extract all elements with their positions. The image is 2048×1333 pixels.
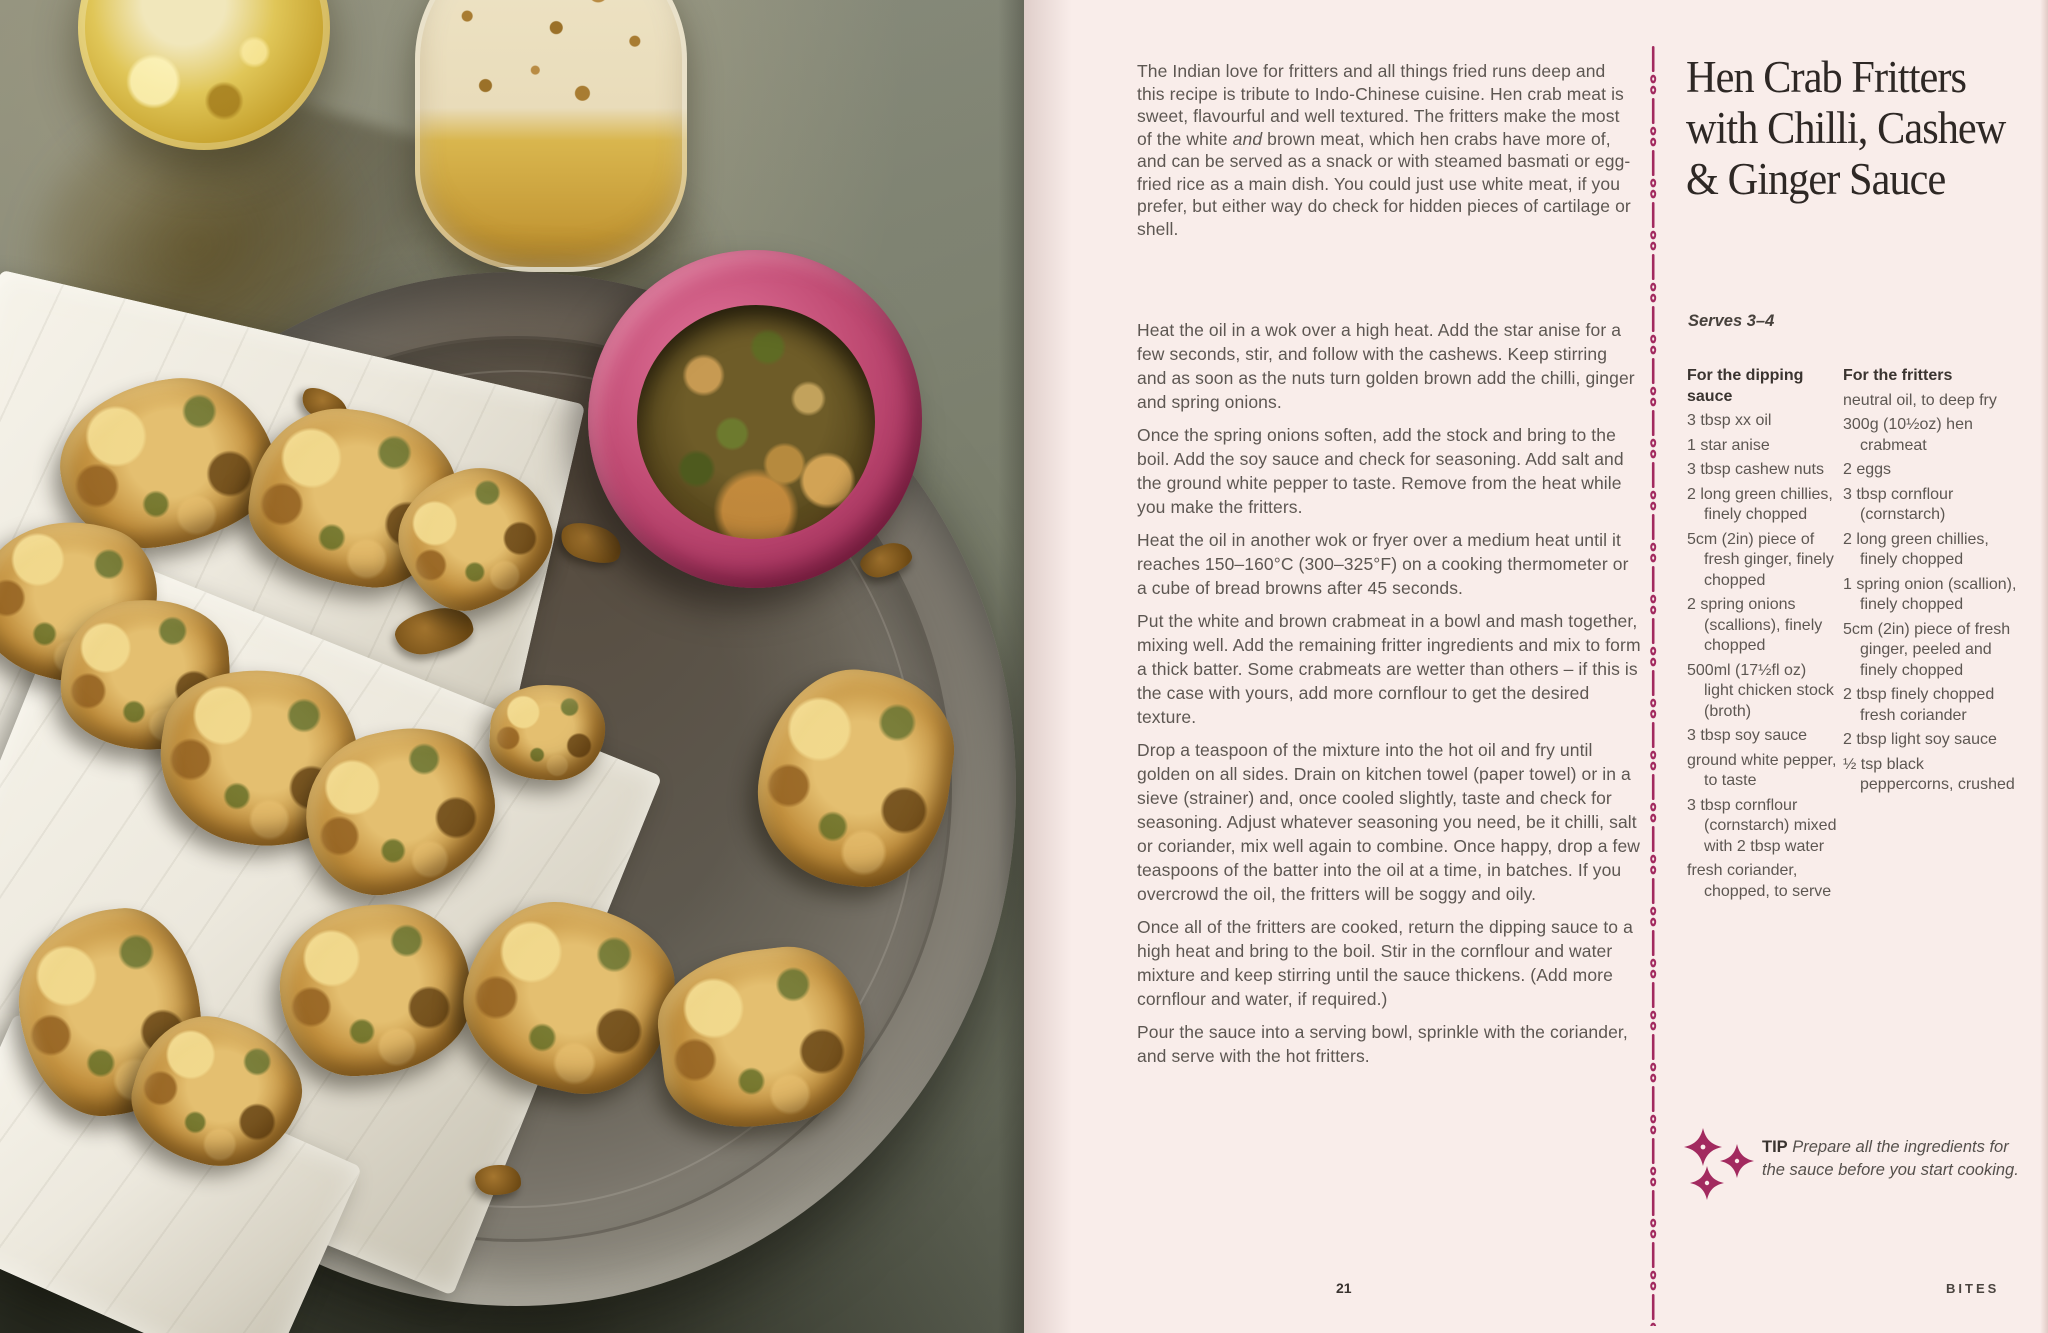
beer-glass <box>415 0 687 272</box>
method-paragraph: Once all of the fritters are cooked, return the dipping sauce to a high heat and bring to the boil. Stir in the cornflour and water mixture and keep stirring until the sauce thickens. (Add more cornflour and water, if required.) <box>1137 917 1633 1009</box>
method-paragraph: Heat the oil in another wok or fryer over a medium heat until it reaches 150–160°C (300–325°F) on a cooking thermometer or a cube of bread browns after 45 seconds. <box>1137 530 1629 598</box>
serves-label: Serves 3–4 <box>1688 312 1775 330</box>
intro-paragraph <box>1137 60 1634 240</box>
recipe-page <box>1024 0 2048 1333</box>
page-edge-shadow <box>2040 0 2048 1333</box>
method-paragraph: Heat the oil in a wok over a high heat. Add the star anise for a few seconds, stir, and follow with the cashews. Keep stirring and as soon as the nuts turn golden brown add the chilli, ginger and spring onions. <box>1137 320 1635 412</box>
ingredient-list <box>1687 411 1837 902</box>
spine-shadow <box>1024 0 1072 1333</box>
intro-emphasis: and <box>1232 128 1263 149</box>
ingredient-item: 5cm (2in) piece of fresh ginger, peeled and finely chopped <box>1843 620 2011 679</box>
tip-note <box>1762 1136 2022 1181</box>
ingredient-item: 1 spring onion (scallion), finely chopped <box>1843 575 2017 613</box>
ingredient-item: 3 tbsp cornflour (cornstarch) mixed with 2 tbsp water <box>1687 796 1837 855</box>
intro-text: brown meat, which hen crabs have more of, and can be served as a snack or with steamed basmati or egg-fried rice as a main dish. You could just use white meat, if you prefer, but either way do check for hidden pieces of cartilage or shell. <box>1137 128 1631 239</box>
section-footer: BITES <box>1946 1281 2000 1296</box>
sauce-ramekin <box>588 250 922 588</box>
tip-label: TIP <box>1762 1138 1788 1156</box>
ingredient-item: 3 tbsp cashew nuts <box>1687 461 1824 478</box>
method-paragraph: Pour the sauce into a serving bowl, sprinkle with the coriander, and serve with the hot fritters. <box>1137 1022 1628 1066</box>
ingredient-item: 2 eggs <box>1843 461 1892 478</box>
ingredient-item: 500ml (17½fl oz) light chicken stock (broth) <box>1687 661 1834 720</box>
ingredient-item: ground white pepper, to taste <box>1687 751 1837 789</box>
intro-text: The Indian love for fritters and all things fried runs deep and this recipe is tribute to Indo-Chinese cuisine. Hen crab meat is sweet, flavourful and well textured. The fritters make the most of the white <box>1137 61 1624 149</box>
beer-foam <box>420 0 682 128</box>
ingredient-item: 1 star anise <box>1687 436 1770 454</box>
page-number: 21 <box>1336 1280 1352 1296</box>
dipping-sauce <box>637 305 875 539</box>
ingredients-dipping-sauce <box>1687 366 1837 906</box>
ingredients-fritters <box>1843 366 2021 800</box>
recipe-title-line: Hen Crab Fritters <box>1686 52 1967 102</box>
method-paragraph: Drop a teaspoon of the mixture into the hot oil and fry until golden on all sides. Drain on kitchen towel (paper towel) or in a sieve (strainer) and, once cooled slightly, taste and check for seasoning. Adjust whatever seasoning you need, be it chilli, salt or coriander, mix well again to combine. Once happy, drop a few teaspoons of the batter into the oil at a time, in batches. If you overcrowd the oil, the fritters will be soggy and oily. <box>1137 740 1641 904</box>
ingredient-item: neutral oil, to deep fry <box>1843 391 1997 409</box>
tip-flower-ornament-icon <box>1682 1124 1762 1204</box>
method-paragraph: Once the spring onions soften, add the stock and bring to the boil. Add the soy sauce and check for seasoning. Add salt and the ground white pepper to taste. Remove from the heat while you make the fritters. <box>1137 425 1624 517</box>
ornament-chain-icon <box>1646 46 1660 1326</box>
ingredient-list <box>1843 391 2021 796</box>
method-steps <box>1137 318 1641 1077</box>
page-gutter-shadow <box>998 0 1024 1333</box>
ingredient-item: 2 long green chillies, finely chopped <box>1687 485 1833 523</box>
ingredient-item: 2 tbsp light soy sauce <box>1843 731 1997 748</box>
ingredient-item: 2 tbsp finely chopped fresh coriander <box>1843 686 1995 724</box>
method-paragraph: Put the white and brown crabmeat in a bowl and mash together, mixing well. Add the remaining fritter ingredients and mix to form a thick batter. Some crabmeats are wetter than others – if this is the case with yours, add more cornflour to get the desired texture. <box>1137 611 1641 727</box>
ingredient-item: 3 tbsp soy sauce <box>1687 727 1808 744</box>
ingredient-item: 3 tbsp xx oil <box>1687 412 1772 429</box>
fritter-crumb <box>475 1165 521 1195</box>
ingredient-item: 300g (10½oz) hen crabmeat <box>1843 416 1973 454</box>
ingredient-item: 2 spring onions (scallions), finely chopped <box>1687 596 1823 654</box>
recipe-title-line: with Chilli, Cashew <box>1686 103 2006 153</box>
recipe-title <box>1686 52 2024 205</box>
ingredient-item: 5cm (2in) piece of fresh ginger, finely chopped <box>1687 530 1834 589</box>
ingredient-group-header: For the dipping sauce <box>1687 367 1804 405</box>
ingredient-item: 3 tbsp cornflour (cornstarch) <box>1843 485 1954 523</box>
ingredient-group-header: For the fritters <box>1843 367 1953 384</box>
ingredient-item: 2 long green chillies, finely chopped <box>1843 530 1989 568</box>
ingredient-item: fresh coriander, chopped, to serve <box>1687 862 1832 900</box>
tip-text: Prepare all the ingredients for the sauce before you start cooking. <box>1762 1138 2019 1179</box>
ingredient-item: ½ tsp black peppercorns, crushed <box>1843 755 2015 793</box>
recipe-title-line: & Ginger Sauce <box>1686 154 1946 204</box>
